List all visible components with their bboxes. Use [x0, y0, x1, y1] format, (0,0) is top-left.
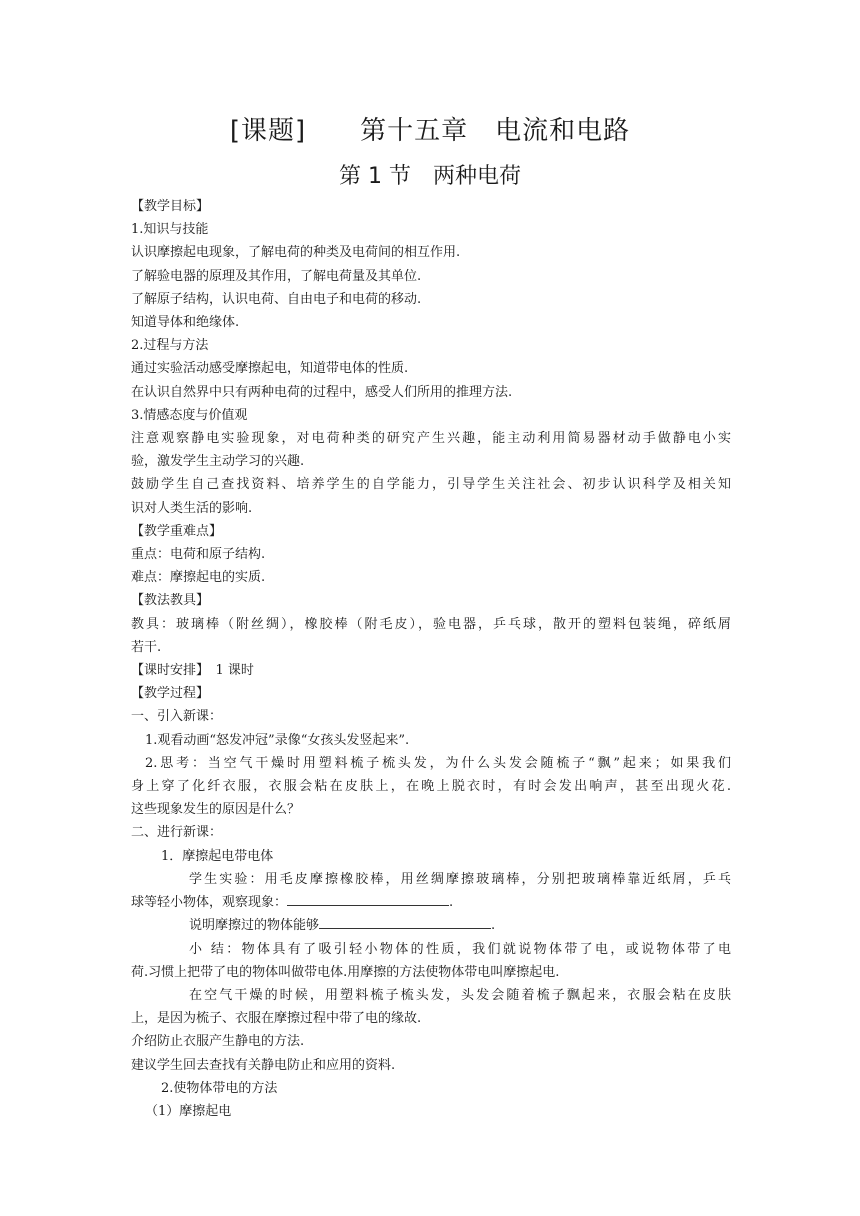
heading-key-points: 【教学重难点】 [131, 523, 223, 539]
text-line: 建议学生回去查找有关静电防止和应用的资料. [131, 1057, 396, 1073]
heading-methods-tools: 【教法教具】 [131, 593, 210, 609]
text-line: 验，激发学生主动学习的兴趣. [131, 454, 305, 470]
text-line: 认识摩擦起电现象，了解电荷的种类及电荷间的相互作用. [131, 245, 461, 261]
text-fragment: . [449, 895, 454, 911]
text-line: 难点：摩擦起电的实质. [131, 570, 266, 586]
text-line: 重点：电荷和原子结构. [131, 547, 266, 563]
text-line: 这些现象发生的原因是什么？ [131, 802, 301, 818]
heading-schedule: 【课时安排】 1 课时 [131, 663, 254, 679]
lesson-title: [课题] 第十五章 电流和电路 [229, 116, 631, 146]
document-body [131, 195, 731, 1123]
text-line: 1.知识与技能 [131, 222, 209, 238]
text-fragment: 说明摩擦过的物体能够 [189, 918, 320, 934]
text-line: 教具：玻璃棒（附丝绸），橡胶棒（附毛皮），验电器，乒乓球，散开的塑料包装绳，碎纸屑 [131, 616, 731, 632]
text-line: 小 结：物体具有了吸引轻小物体的性质，我们就说物体带了电，或说物体带了电 [189, 941, 731, 957]
text-line: 1.观看动画“怒发冲冠”录像“女孩头发竖起来”. [145, 732, 410, 748]
text-fragment: . [491, 918, 496, 934]
answer-blank[interactable] [287, 891, 449, 906]
text-line: 了解原子结构，认识电荷、自由电子和电荷的移动. [131, 291, 422, 307]
text-line: 2.过程与方法 [131, 338, 209, 354]
text-line: 若干. [131, 639, 162, 655]
section-title: 第 1 节 两种电荷 [339, 164, 521, 189]
text-line: （1）摩擦起电 [145, 1103, 232, 1119]
text-line: 在认识自然界中只有两种电荷的过程中，感受人们所用的推理方法. [131, 384, 513, 400]
text-line: 识对人类生活的影响. [131, 500, 253, 516]
text-line: 学生实验：用毛皮摩擦橡胶棒，用丝绸摩擦玻璃棒，分别把玻璃棒靠近纸屑，乒乓 [189, 871, 731, 887]
text-line: 在空气干燥的时候，用塑料梳子梳头发，头发会随着梳子飘起来，衣服会粘在皮肤 [189, 987, 731, 1003]
text-line: 鼓励学生自己查找资料、培养学生的自学能力，引导学生关注社会、初步认识科学及相关知 [131, 477, 731, 493]
text-line: 上，是因为梳子、衣服在摩擦过程中带了电的缘故. [131, 1011, 422, 1027]
text-line [131, 891, 731, 914]
answer-blank[interactable] [319, 914, 491, 929]
text-line: 一、引入新课： [131, 709, 223, 725]
text-fragment: 球等轻小物体，观察现象： [131, 895, 288, 911]
text-line: 2.思考：当空气干燥时用塑料梳子梳头发，为什么头发会随梳子“飘”起来；如果我们 [145, 755, 731, 771]
text-line: 1．摩擦起电带电体 [161, 848, 274, 864]
text-line: 注意观察静电实验现象，对电荷种类的研究产生兴趣，能主动利用简易器材动手做静电小实 [131, 431, 731, 447]
text-line: 身上穿了化纤衣服，衣服会粘在皮肤上，在晚上脱衣时，有时会发出响声，甚至出现火花. [131, 779, 731, 795]
text-line: 介绍防止衣服产生静电的方法. [131, 1034, 305, 1050]
text-line: 知道导体和绝缘体. [131, 315, 240, 331]
text-line: 3.情感态度与价值观 [131, 407, 248, 423]
text-line: 荷.习惯上把带了电的物体叫做带电体.用摩擦的方法使物体带电叫摩擦起电. [131, 964, 560, 980]
text-line: 通过实验活动感受摩擦起电，知道带电体的性质. [131, 361, 409, 377]
heading-objectives: 【教学目标】 [131, 199, 210, 214]
text-line: 二、进行新课： [131, 825, 223, 841]
text-line [131, 914, 731, 937]
text-line: 了解验电器的原理及其作用，了解电荷量及其单位. [131, 268, 422, 284]
heading-process: 【教学过程】 [131, 686, 210, 702]
text-line: 2.使物体带电的方法 [161, 1080, 278, 1096]
